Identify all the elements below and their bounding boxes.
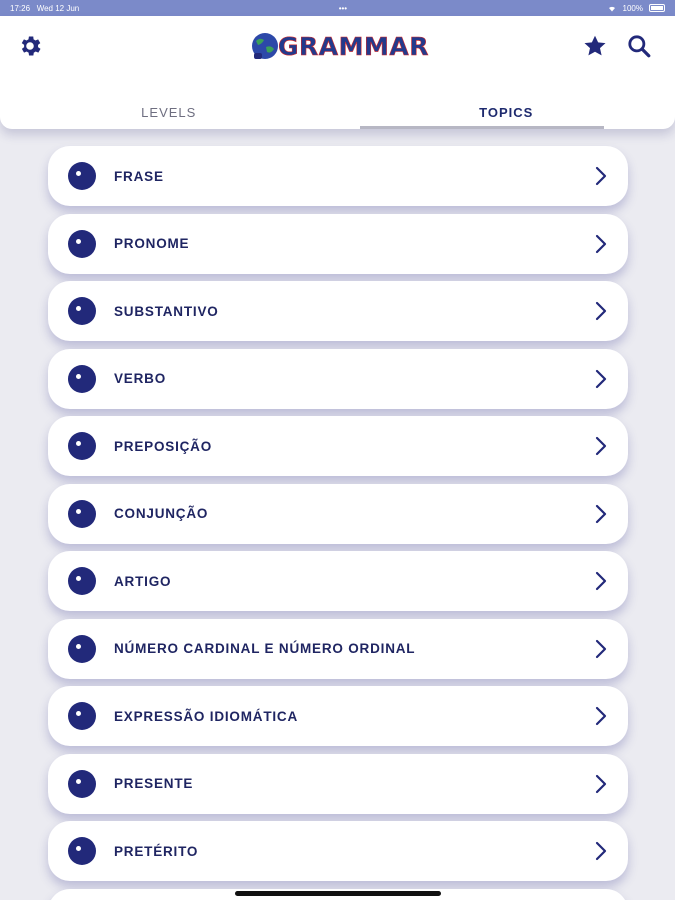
topic-label: ARTIGO bbox=[114, 573, 172, 589]
topic-label: CONJUNÇÃO bbox=[114, 506, 209, 521]
status-bar bbox=[0, 0, 675, 16]
chevron-right-icon bbox=[594, 571, 608, 591]
chevron-right-icon bbox=[594, 774, 608, 794]
battery-icon bbox=[649, 4, 665, 12]
topic-item-numero-cardinal-ordinal[interactable] bbox=[48, 619, 628, 679]
topic-bullet-icon bbox=[68, 770, 96, 798]
status-date: Wed 12 Jun bbox=[36, 3, 80, 13]
topic-item-presente[interactable] bbox=[48, 754, 628, 814]
topic-bullet-icon bbox=[68, 500, 96, 528]
chevron-right-icon bbox=[594, 504, 608, 524]
topic-bullet-icon bbox=[68, 297, 96, 325]
chevron-right-icon bbox=[594, 841, 608, 861]
topic-item-substantivo[interactable] bbox=[48, 281, 628, 341]
topic-label: PRESENTE bbox=[114, 776, 194, 791]
topic-label: PREPOSIÇÃO bbox=[114, 438, 213, 454]
chevron-right-icon bbox=[594, 234, 608, 254]
topic-item-preterito[interactable] bbox=[48, 821, 628, 881]
status-dots: ••• bbox=[338, 3, 348, 13]
topic-bullet-icon bbox=[68, 635, 96, 663]
tab-levels[interactable]: LEVELS bbox=[141, 105, 197, 120]
topic-label: EXPRESSÃO IDIOMÁTICA bbox=[114, 708, 299, 724]
app-logo bbox=[250, 26, 430, 66]
chevron-right-icon bbox=[594, 301, 608, 321]
topic-item-frase[interactable] bbox=[48, 146, 628, 206]
topic-bullet-icon bbox=[68, 162, 96, 190]
status-right bbox=[607, 4, 665, 13]
topic-item-expressao-idiomatica[interactable] bbox=[48, 686, 628, 746]
favorites-button[interactable] bbox=[580, 31, 610, 61]
topic-item-verbo[interactable] bbox=[48, 349, 628, 409]
logo-text: GRAMMAR bbox=[278, 31, 429, 61]
topic-bullet-icon bbox=[68, 365, 96, 393]
active-tab-indicator bbox=[360, 126, 604, 129]
chevron-right-icon bbox=[594, 639, 608, 659]
topic-bullet-icon bbox=[68, 702, 96, 730]
topic-item-preposicao[interactable] bbox=[48, 416, 628, 476]
topic-item-pronome[interactable] bbox=[48, 214, 628, 274]
topics-list bbox=[48, 146, 628, 900]
status-time: 17:26 bbox=[10, 3, 31, 13]
battery-percent: 100% bbox=[622, 3, 643, 13]
tab-topics[interactable]: TOPICS bbox=[479, 105, 534, 120]
topic-label: FRASE bbox=[114, 168, 164, 184]
globe-logo-icon bbox=[250, 31, 280, 61]
topic-bullet-icon bbox=[68, 230, 96, 258]
star-icon bbox=[582, 33, 608, 59]
wifi-icon bbox=[607, 4, 617, 12]
topic-label: PRONOME bbox=[114, 236, 190, 251]
topic-bullet-icon bbox=[68, 567, 96, 595]
chevron-right-icon bbox=[594, 706, 608, 726]
home-indicator[interactable] bbox=[235, 891, 441, 896]
gear-icon bbox=[17, 33, 43, 59]
topic-bullet-icon bbox=[68, 432, 96, 460]
topic-item-artigo[interactable] bbox=[48, 551, 628, 611]
topic-label: NÚMERO CARDINAL E NÚMERO ORDINAL bbox=[114, 641, 416, 656]
chevron-right-icon bbox=[594, 166, 608, 186]
app-header bbox=[0, 16, 675, 129]
settings-button[interactable] bbox=[15, 31, 45, 61]
topic-label: PRETÉRITO bbox=[114, 843, 199, 859]
chevron-right-icon bbox=[594, 436, 608, 456]
tab-bar bbox=[0, 96, 675, 129]
topic-bullet-icon bbox=[68, 837, 96, 865]
topic-item-conjuncao[interactable] bbox=[48, 484, 628, 544]
search-button[interactable] bbox=[624, 31, 654, 61]
search-icon bbox=[626, 33, 652, 59]
topic-label: VERBO bbox=[114, 371, 167, 386]
status-time-date bbox=[10, 4, 79, 13]
chevron-right-icon bbox=[594, 369, 608, 389]
topic-label: SUBSTANTIVO bbox=[114, 303, 219, 319]
